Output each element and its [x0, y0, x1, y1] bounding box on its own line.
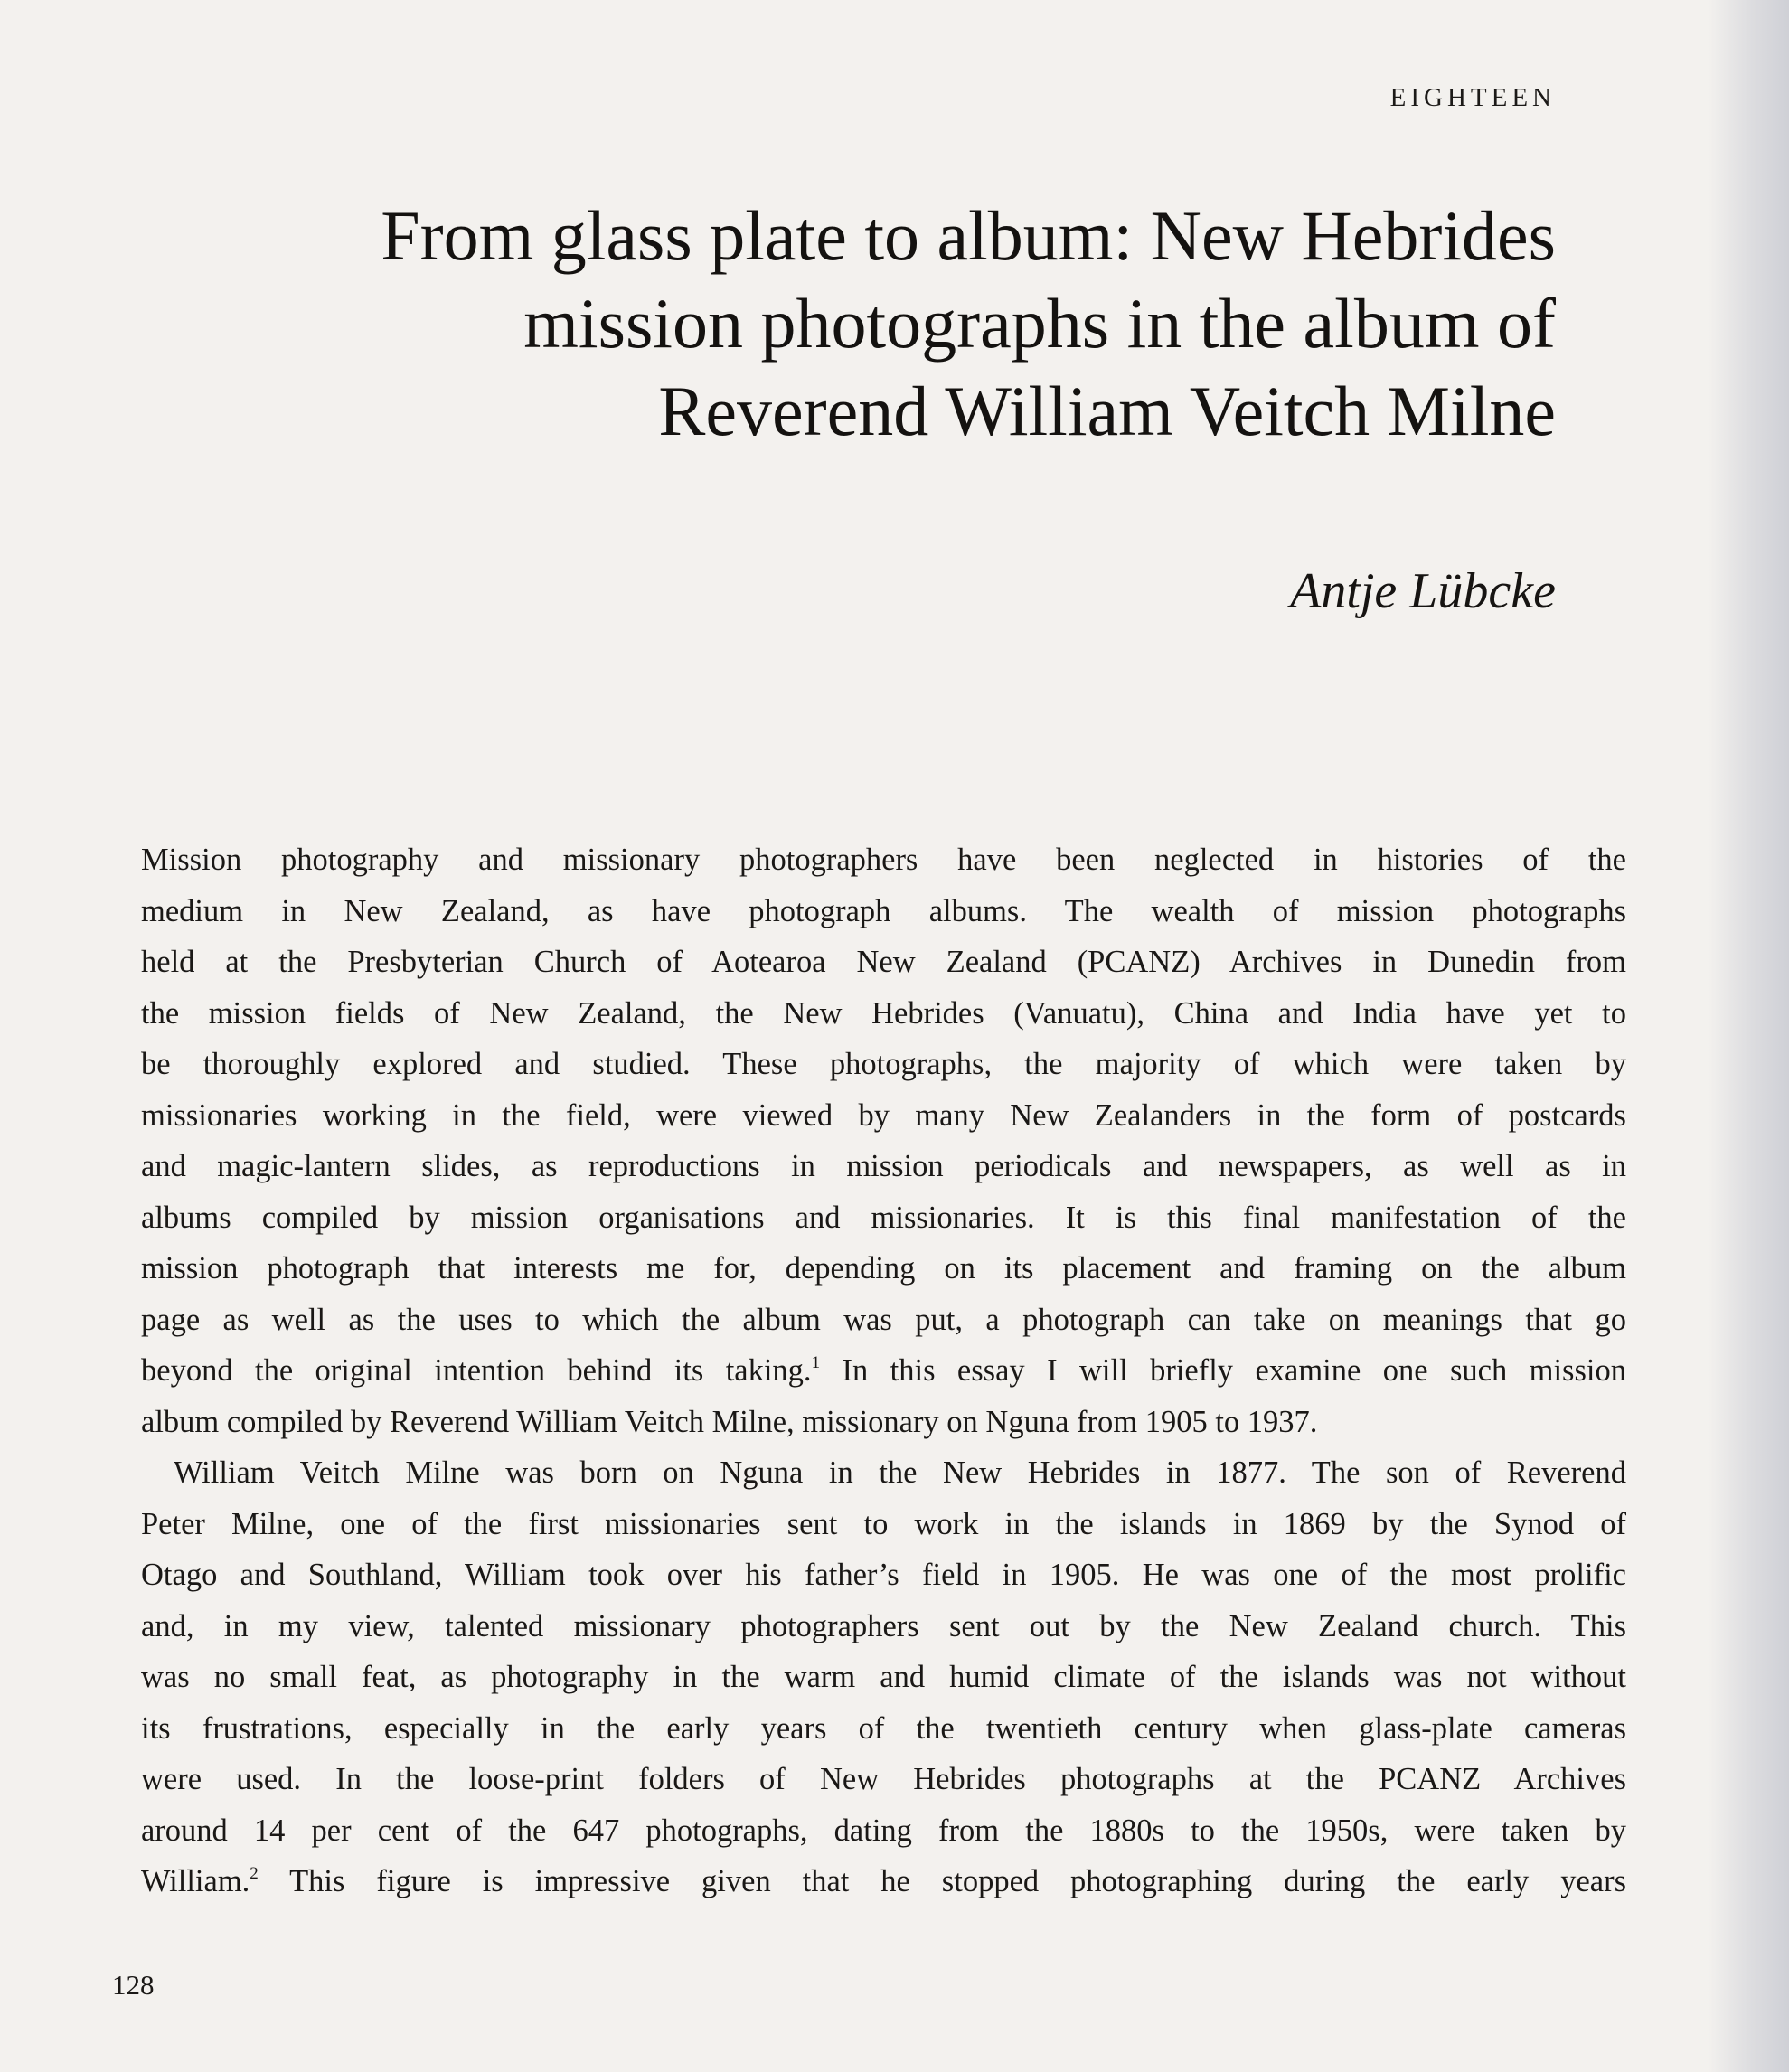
- text-line: and, in my view, talented missionary photographers sent out by the New Zealand church. This: [141, 1608, 1626, 1643]
- text-line: be thoroughly explored and studied. These photographs, the majority of which were taken by: [141, 1047, 1626, 1081]
- footnote-marker: 1: [811, 1353, 821, 1372]
- text-line: [141, 1856, 1626, 1907]
- chapter-title-line: Reverend William Veitch Milne: [658, 372, 1556, 450]
- paragraph-1: [141, 834, 1626, 1447]
- chapter-title-line: mission photographs in the album of: [523, 284, 1556, 363]
- text-line: were used. In the loose-print folders of New Hebrides photographs at the PCANZ Archives: [141, 1762, 1626, 1796]
- chapter-title: [109, 192, 1556, 455]
- body-text: [141, 834, 1626, 1907]
- text-line: Otago and Southland, William took over his father’s field in 1905. He was one of the most prolific: [141, 1558, 1626, 1592]
- text-line: the mission fields of New Zealand, the New Hebrides (Vanuatu), China and India have yet to: [141, 995, 1626, 1031]
- text-line: [141, 1345, 1626, 1397]
- text-segment: This figure is impressive given that he stopped photographing during the early years: [258, 1864, 1626, 1898]
- text-line: William Veitch Milne was born on Nguna in the New Hebrides in 1877. The son of Reverend: [174, 1455, 1626, 1490]
- text-line: mission photograph that interests me for, depending on its placement and framing on the album: [141, 1251, 1626, 1286]
- text-line: album compiled by Reverend William Veitch Milne, missionary on Nguna from 1905 to 1937.: [141, 1404, 1318, 1439]
- text-line: page as well as the uses to which the album was put, a photograph can take on meanings that go: [141, 1302, 1626, 1337]
- text-line: albums compiled by mission organisations and missionaries. It is this final manifestation of the: [141, 1200, 1626, 1235]
- text-segment: beyond the original intention behind its taking.: [141, 1353, 812, 1388]
- paragraph-2: [141, 1447, 1626, 1907]
- text-line: Mission photography and missionary photographers have been neglected in histories of the: [141, 843, 1626, 877]
- page-number: 128: [112, 1969, 155, 2001]
- text-segment: In this essay I will briefly examine one such mission: [820, 1353, 1626, 1388]
- text-line: was no small feat, as photography in the warm and humid climate of the islands was not without: [141, 1660, 1626, 1694]
- text-line: missionaries working in the field, were viewed by many New Zealanders in the form of postcards: [141, 1097, 1626, 1133]
- text-line: and magic-lantern slides, as reproductions in mission periodicals and newspapers, as well as in: [141, 1149, 1626, 1183]
- text-line: its frustrations, especially in the early years of the twentieth century when glass-plate cameras: [141, 1710, 1626, 1746]
- text-line: Peter Milne, one of the first missionaries sent to work in the islands in 1869 by the Synod of: [141, 1506, 1626, 1541]
- text-segment: William.: [141, 1864, 250, 1898]
- footnote-marker: 2: [250, 1864, 259, 1883]
- chapter-title-line: From glass plate to album: New Hebrides: [381, 196, 1556, 275]
- scan-edge-shadow: [1708, 0, 1789, 2072]
- text-line: medium in New Zealand, as have photograph albums. The wealth of mission photographs: [141, 893, 1626, 928]
- text-line: held at the Presbyterian Church of Aotearoa New Zealand (PCANZ) Archives in Dunedin from: [141, 945, 1626, 979]
- chapter-label: EIGHTEEN: [1389, 83, 1556, 112]
- author-name: Antje Lübcke: [1290, 563, 1556, 619]
- text-line: around 14 per cent of the 647 photographs, dating from the 1880s to the 1950s, were taken by: [141, 1813, 1626, 1848]
